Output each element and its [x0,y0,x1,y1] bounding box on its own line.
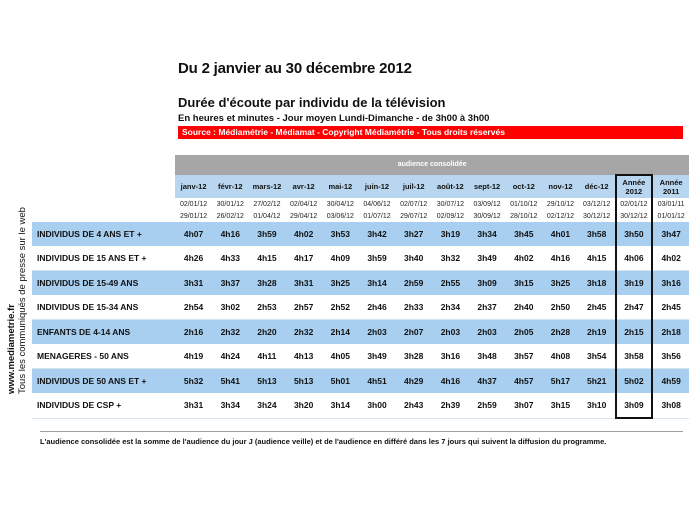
value-cell: 4h09 [322,246,359,271]
value-cell: 2h18 [652,320,689,345]
value-cell: 3h48 [469,344,506,369]
period-start-date: 03/12/12 [583,200,611,208]
row-label: MENAGERES - 50 ANS [32,344,175,369]
value-cell: 3h20 [285,393,322,418]
period-start-date: 30/07/12 [436,200,465,208]
value-cell: 3h58 [579,222,616,246]
value-cell: 2h37 [469,295,506,320]
value-cell: 3h59 [249,222,286,246]
footer-divider [40,431,683,432]
period-start-date: 01/10/12 [510,200,538,208]
period-end-date: 26/02/12 [216,212,244,220]
value-cell: 3h09 [469,271,506,296]
period-start-date: 03/01/11 [657,200,685,208]
side-caption [6,174,28,394]
value-cell: 3h15 [505,271,542,296]
value-cell: 4h02 [285,222,322,246]
side-caption-text: Tous les communiqués de presse sur le web [17,207,28,394]
value-cell: 3h45 [505,222,542,246]
value-cell: 2h03 [432,320,469,345]
table-row [32,393,689,418]
month-header: avr-12 [285,175,322,198]
period-end-date: 30/09/12 [473,212,501,220]
value-cell: 5h21 [579,369,616,394]
value-cell: 3h28 [249,271,286,296]
month-header: févr-12 [212,175,249,198]
value-cell: 5h13 [285,369,322,394]
period-start-date: 27/02/12 [253,200,281,208]
period-end-date: 03/06/12 [326,212,354,220]
period-end-row [32,210,689,222]
value-cell: 4h02 [652,246,689,271]
value-cell: 4h17 [285,246,322,271]
period-end-date: 28/10/12 [510,212,538,220]
value-cell: 3h31 [175,271,212,296]
table-row [32,295,689,320]
value-cell: 4h06 [616,246,653,271]
month-header: mars-12 [249,175,286,198]
value-cell: 3h31 [285,271,322,296]
value-cell: 3h32 [432,246,469,271]
value-cell: 2h40 [505,295,542,320]
value-cell: 2h52 [322,295,359,320]
value-cell: 5h41 [212,369,249,394]
value-cell: 2h50 [542,295,579,320]
value-cell: 2h05 [505,320,542,345]
audience-table-body [32,155,689,418]
value-cell: 4h07 [175,222,212,246]
footnote: L'audience consolidée est la somme de l'audience du jour J (audience veille) et de l'audience en différé dans les 7 jours qui suivent la diffusion du programme. [40,437,607,446]
row-label: ENFANTS DE 4-14 ANS [32,320,175,345]
month-header: Année 2011 [652,175,689,198]
value-cell: 4h11 [249,344,286,369]
value-cell: 2h15 [616,320,653,345]
value-cell: 5h32 [175,369,212,394]
group-header-row [32,155,689,175]
month-header: janv-12 [175,175,212,198]
value-cell: 5h02 [616,369,653,394]
value-cell: 2h16 [175,320,212,345]
empty-cell [32,155,175,175]
empty-cell [32,175,175,198]
value-cell: 2h45 [652,295,689,320]
value-cell: 3h10 [579,393,616,418]
website-link[interactable]: www.mediametrie.fr [6,304,17,394]
value-cell: 2h32 [285,320,322,345]
value-cell: 3h14 [322,393,359,418]
month-header-row [32,175,689,198]
value-cell: 4h29 [395,369,432,394]
month-header: nov-12 [542,175,579,198]
value-cell: 4h33 [212,246,249,271]
period-start-date: 29/10/12 [546,200,575,208]
month-header: oct-12 [505,175,542,198]
period-end-date: 01/07/12 [363,212,391,220]
value-cell: 4h02 [505,246,542,271]
value-cell: 3h58 [616,344,653,369]
value-cell: 2h55 [432,271,469,296]
table-row [32,320,689,345]
value-cell: 4h37 [469,369,506,394]
value-cell: 4h15 [249,246,286,271]
value-cell: 3h07 [505,393,542,418]
value-cell: 4h59 [652,369,689,394]
period-start-date: 30/01/12 [216,200,244,208]
period-end-date: 29/01/12 [179,212,208,220]
month-header: juin-12 [359,175,396,198]
value-cell: 3h49 [359,344,396,369]
value-cell: 2h34 [432,295,469,320]
value-cell: 2h03 [359,320,396,345]
row-label: INDIVIDUS DE 15-34 ANS [32,295,175,320]
value-cell: 3h31 [175,393,212,418]
period-start-date: 02/01/12 [179,200,208,208]
table-row [32,369,689,394]
row-label: INDIVIDUS DE CSP + [32,393,175,418]
period-end-date: 02/09/12 [436,212,465,220]
value-cell: 3h18 [579,271,616,296]
value-cell: 4h05 [322,344,359,369]
row-label: INDIVIDUS DE 50 ANS ET + [32,369,175,394]
value-cell: 3h57 [505,344,542,369]
source-banner [178,126,683,139]
value-cell: 3h54 [579,344,616,369]
value-cell: 2h03 [469,320,506,345]
period-end-date: 29/07/12 [400,212,428,220]
value-cell: 2h32 [212,320,249,345]
table-row [32,271,689,296]
value-cell: 3h34 [212,393,249,418]
value-cell: 3h16 [652,271,689,296]
period-end-date: 30/12/12 [583,212,611,220]
value-cell: 2h54 [175,295,212,320]
period-end-date: 01/01/12 [657,212,685,220]
value-cell: 3h27 [395,222,432,246]
month-header: Année 2012 [616,175,653,198]
table-row [32,222,689,246]
value-cell: 3h34 [469,222,506,246]
value-cell: 2h46 [359,295,396,320]
value-cell: 3h59 [359,246,396,271]
document-title: Durée d'écoute par individu de la télévision [178,95,446,110]
value-cell: 4h19 [175,344,212,369]
value-cell: 3h02 [212,295,249,320]
period-end-date: 01/04/12 [253,212,281,220]
value-cell: 2h59 [469,393,506,418]
table-row [32,246,689,271]
value-cell: 2h20 [249,320,286,345]
period-start-date: 02/07/12 [400,200,428,208]
value-cell: 3h08 [652,393,689,418]
value-cell: 3h25 [542,271,579,296]
value-cell: 3h16 [432,344,469,369]
period-start-date: 02/01/12 [616,198,653,210]
value-cell: 4h08 [542,344,579,369]
value-cell: 3h28 [395,344,432,369]
document-subtitle: En heures et minutes - Jour moyen Lundi-Dimanche - de 3h00 à 3h00 [178,113,490,124]
value-cell: 4h26 [175,246,212,271]
group-header: audience consolidée [175,155,689,175]
value-cell: 2h43 [395,393,432,418]
value-cell: 3h47 [652,222,689,246]
month-header: déc-12 [579,175,616,198]
value-cell: 3h50 [616,222,653,246]
value-cell: 2h45 [579,295,616,320]
value-cell: 3h49 [469,246,506,271]
period-start-row [32,198,689,210]
value-cell: 4h01 [542,222,579,246]
row-label: INDIVIDUS DE 15-49 ANS [32,271,175,296]
value-cell: 3h42 [359,222,396,246]
value-cell: 3h19 [616,271,653,296]
value-cell: 2h07 [395,320,432,345]
value-cell: 3h37 [212,271,249,296]
value-cell: 4h16 [212,222,249,246]
value-cell: 4h16 [432,369,469,394]
value-cell: 3h24 [249,393,286,418]
value-cell: 2h59 [395,271,432,296]
period-end-date: 30/12/12 [616,210,653,222]
value-cell: 3h53 [322,222,359,246]
value-cell: 4h16 [542,246,579,271]
audience-table [32,155,689,419]
empty-cell [32,198,175,210]
value-cell: 4h24 [212,344,249,369]
source-text: Source : Médiamétrie - Médiamat - Copyright Médiamétrie - Tous droits réservés [182,127,505,137]
value-cell: 2h14 [322,320,359,345]
value-cell: 5h17 [542,369,579,394]
value-cell: 3h14 [359,271,396,296]
value-cell: 3h25 [322,271,359,296]
month-header: sept-12 [469,175,506,198]
month-header: mai-12 [322,175,359,198]
value-cell: 5h13 [249,369,286,394]
value-cell: 3h09 [616,393,653,418]
value-cell: 2h28 [542,320,579,345]
month-header: juil-12 [395,175,432,198]
period-start-date: 30/04/12 [326,200,354,208]
row-label: INDIVIDUS DE 4 ANS ET + [32,222,175,246]
value-cell: 3h19 [432,222,469,246]
row-label: INDIVIDUS DE 15 ANS ET + [32,246,175,271]
value-cell: 4h51 [359,369,396,394]
value-cell: 4h13 [285,344,322,369]
value-cell: 2h19 [579,320,616,345]
value-cell: 5h01 [322,369,359,394]
value-cell: 2h57 [285,295,322,320]
period-end-date: 29/04/12 [290,212,318,220]
value-cell: 3h40 [395,246,432,271]
month-header: août-12 [432,175,469,198]
period-start-date: 03/09/12 [473,200,501,208]
value-cell: 2h53 [249,295,286,320]
empty-cell [32,210,175,222]
value-cell: 4h57 [505,369,542,394]
value-cell: 3h15 [542,393,579,418]
value-cell: 4h15 [579,246,616,271]
date-range-heading: Du 2 janvier au 30 décembre 2012 [178,60,412,77]
period-end-date: 02/12/12 [546,212,575,220]
period-start-date: 04/06/12 [363,200,391,208]
value-cell: 3h00 [359,393,396,418]
value-cell: 3h56 [652,344,689,369]
table-row [32,344,689,369]
value-cell: 2h47 [616,295,653,320]
value-cell: 2h33 [395,295,432,320]
period-start-date: 02/04/12 [290,200,318,208]
value-cell: 2h39 [432,393,469,418]
